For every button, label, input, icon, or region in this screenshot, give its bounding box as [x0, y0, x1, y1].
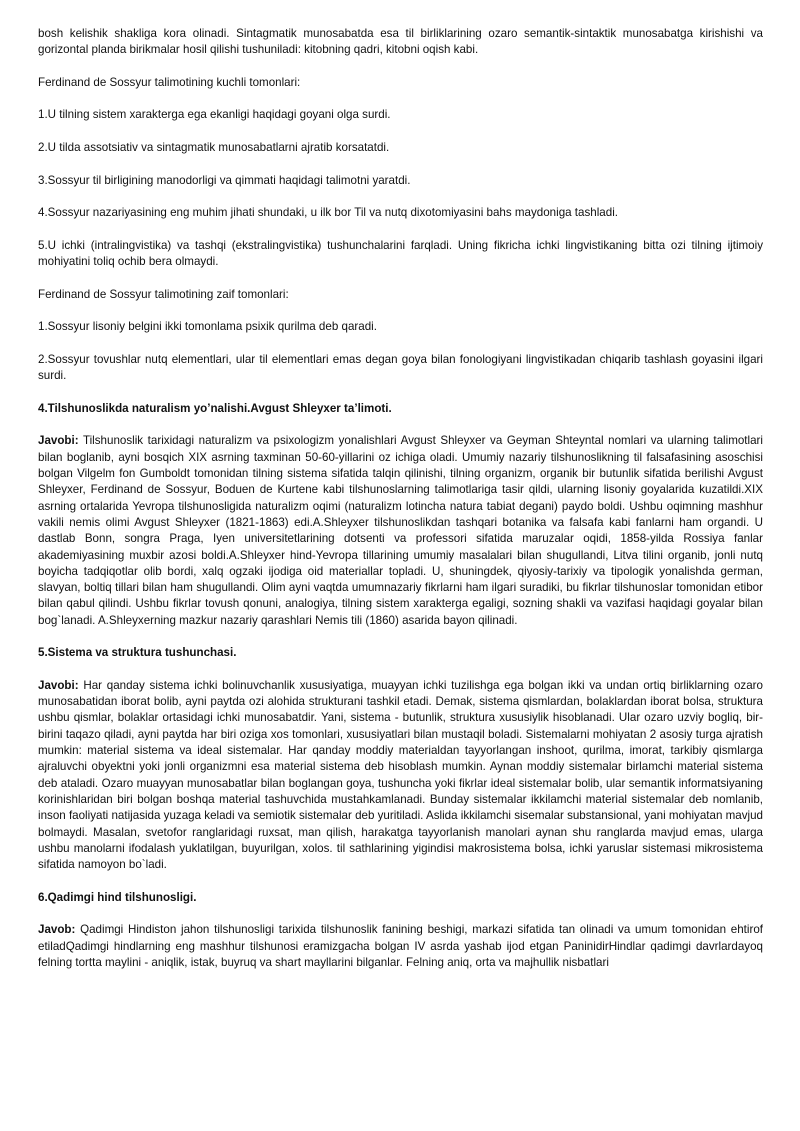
answer-text: Har qanday sistema ichki bolinuvchanlik xususiyatiga, muayyan ichki tuzilishga ega bolgan ikki va undan ortiq birliklarning ozaro munosabatidan iborat bolib, ayni paytda ozi alohida strukturani tashkil etadi. Demak, sistema qismlardan, bolaklardan iborat bolsa, struktura ushbu qismlar, bolaklar ortasidagi ichki munosabatdir. Yani, sistema - butunlik, struktura xususiylik hisoblanadi. Ular ozaro uzviy bogliq, bir-birini taqazo qiladi, ayni paytda har biri oziga xos tomonlari, xususiyatlari bilan mustaqil boladi. Sistemalarni mohiyatan 2 asosiy turga ajratish mumkin: material sistema va ideal sistemalar. Har qanday moddiy materialdan tayyorlangan inshoot, qurilma, imorat, tarkibiy qismlarga ajraluvchi obyektni yoki jonli organizmni esa material sistema deb hisoblash mumkin. Aynan moddiy sistemalar birlamchi material sistema deb ataladi. Ozaro muayyan munosabatlar bilan boglangan goya, tushuncha yoki fikrlar ideal sistemalar bolib, ular semantik informatsiyaning korinishlaridan biri bolgan boshqa material tashuvchida mustahkamlanadi. Bunday sistemalar ikkilamchi material sistemalar deb nomlanib, inson faoliyati natijasida yuzaga keladi va semiotik sistemalar deb yuritiladi. Aslida ikkilamchi sisemalar substansional, yani mohiyatan mavjud bolmaydi. Masalan, svetofor ranglaridagi ruxsat, man qilish, harakatga tayyorlanish manolari aynan shu ranglarda mavjud emas, ularga ushbu manolarni ifodalash yuklatilgan, buyurilgan, xolos. til sathlarining yigindisi makrosistema bolsa, ichki yaruslar sistemasi mikrosistema sifatida namoyon bo`ladi. — [38, 678, 763, 872]
paragraph-weaknesses-title: Ferdinand de Sossyur talimotining zaif tomonlari: — [38, 287, 289, 301]
section-heading-ancient-indian: 6.Qadimgi hind tilshunosligi. — [38, 890, 197, 904]
list-item-strength-1: 1.U tilning sistem xarakterga ega ekanligi haqidagi goyani olga surdi. — [38, 108, 391, 122]
list-item-strength-3: 3.Sossyur til birligining manodorligi va qimmati haqidagi talimotni yaratdi. — [38, 173, 411, 187]
answer-paragraph-naturalism — [38, 433, 763, 629]
answer-label: Javobi: — [38, 434, 79, 448]
answer-label: Javobi: — [38, 678, 79, 692]
section-heading-naturalism: 4.Tilshunoslikda naturalism yo’nalishi.Avgust Shleyxer ta’limoti. — [38, 401, 392, 415]
list-item-weakness-2: 2.Sossyur tovushlar nutq elementlari, ular til elementlari emas degan goya bilan fonologiyani lingvistikadan chiqarib tashlash goyasini ilgari surdi. — [38, 352, 763, 383]
paragraph-paradigmatic: bosh kelishik shakliga kora olinadi. Sintagmatik munosabatda esa til birliklarining ozaro semantik-sintaktik munosabatga kirishishi va gorizontal planda birikmalar hosil qilishi tushuniladi: kitobning qadri, kitobni oqish kabi. — [38, 27, 763, 57]
answer-text: Tilshunoslik tarixidagi naturalizm va psixologizm yonalishlari Avgust Shleyxer va Geyman Shteyntal nomlari va ularning talimotlari bilan boglanib, ayni bosqich XIX asrning taxminan 50-60-yillarini oz ichiga oladi. Umumiy nazariy tilshunoslikning til falsafasining asoschisi bolgan Vilgelm fon Gumboldt tomonidan tilning sistema sifatida talqin qilinishi, tilning organizm, organik bir butunlik sifatida berilishi Avgust Shleyxer, Ferdinand de Sossyur, Boduen de Kurtene kabi tilshunoslarning talimotlariga tasir qildi, ularning lisoniy goyalarida kuzatildi.XIX asrning ortalarida Yevropa tilshunosligida naturalizm oqimi (naturalizm lotincha natura tabiat degani) paydo boldi. Ushbu oqimning mashhur vakili nemis olimi Avgust Shleyxer (1821-1863) edi.A.Shleyxer tilshunoslikdan tashqari botanika va falsafa kabi fanlarni ham organdi. U dastlab Bonn, songra Praga, Iyen universitetlarining dotsenti va professori sifatida maruzalar oqidi, 1858-yilda Rossiya fanlar akademiyasining muxbir azosi boldi.A.Shleyxer hind-Yevropa tillarining umumiy masalalari bilan shugullandi, Litva tilini organib, jonli nutq boyicha tadqiqotlar olib bordi, xalq ogzaki ijodiga oid materiallar topladi. U, shuningdek, qiyosiy-tarixiy va tipologik yonalishda german, slavyan, boltiq tillari bilan ham shugullandi. Olim ayni vaqtda umumnazariy fikrlarni ham ilgari suradiki, bu fikrlar tilshunoslar tomonidan etibor bilan qabul qilindi. Ushbu fikrlar tovush qonuni, analogiya, tilning sistem xarakterga egaligi, sozning shakli va vazifasi haqidagi goyalar bilan bog`lanadi. A.Shleyxerning mazkur nazariy qarashlari Nemis tili (1860) asarida bayon qilinadi. — [38, 434, 763, 627]
answer-label: Javob: — [38, 923, 76, 937]
section-heading-system-structure: 5.Sistema va struktura tushunchasi. — [38, 646, 237, 660]
list-item-strength-2: 2.U tilda assotsiativ va sintagmatik munosabatlarni ajratib korsatatdi. — [38, 141, 390, 155]
list-item-strength-5: 5.U ichki (intralingvistika) va tashqi (ekstralingvistika) tushunchalarini farqladi. Uning fikricha ichki lingvistikaning bitta ozi tilning ijtimoiy mohiyatini toliq ochib bera olmaydi. — [38, 238, 763, 269]
answer-paragraph-system-structure — [38, 678, 763, 874]
answer-paragraph-ancient-indian — [38, 922, 763, 971]
paragraph-strengths-title: Ferdinand de Sossyur talimotining kuchli tomonlari: — [38, 75, 301, 89]
list-item-weakness-1: 1.Sossyur lisoniy belgini ikki tomonlama psixik qurilma deb qaradi. — [38, 320, 377, 334]
answer-text: Qadimgi Hindiston jahon tilshunosligi tarixida tilshunoslik fanining beshigi, markazi sifatida tan olinadi va umum tomonidan ehtirof etiladQadimgi hindlarning eng mashhur tilshunosi eramizgacha bolgan IV asrda yashab ijod etgan PaninidirHindlar qadimgi davrlardayoq felning tortta maylini - aniqlik, istak, buyruq va shart mayllarini bilganlar. Felning aniq, orta va majhullik nisbatlari — [38, 923, 763, 969]
list-item-strength-4: 4.Sossyur nazariyasining eng muhim jihati shundaki, u ilk bor Til va nutq dixotomiyasini bahs maydoniga tashladi. — [38, 206, 618, 220]
document-page — [38, 26, 763, 988]
